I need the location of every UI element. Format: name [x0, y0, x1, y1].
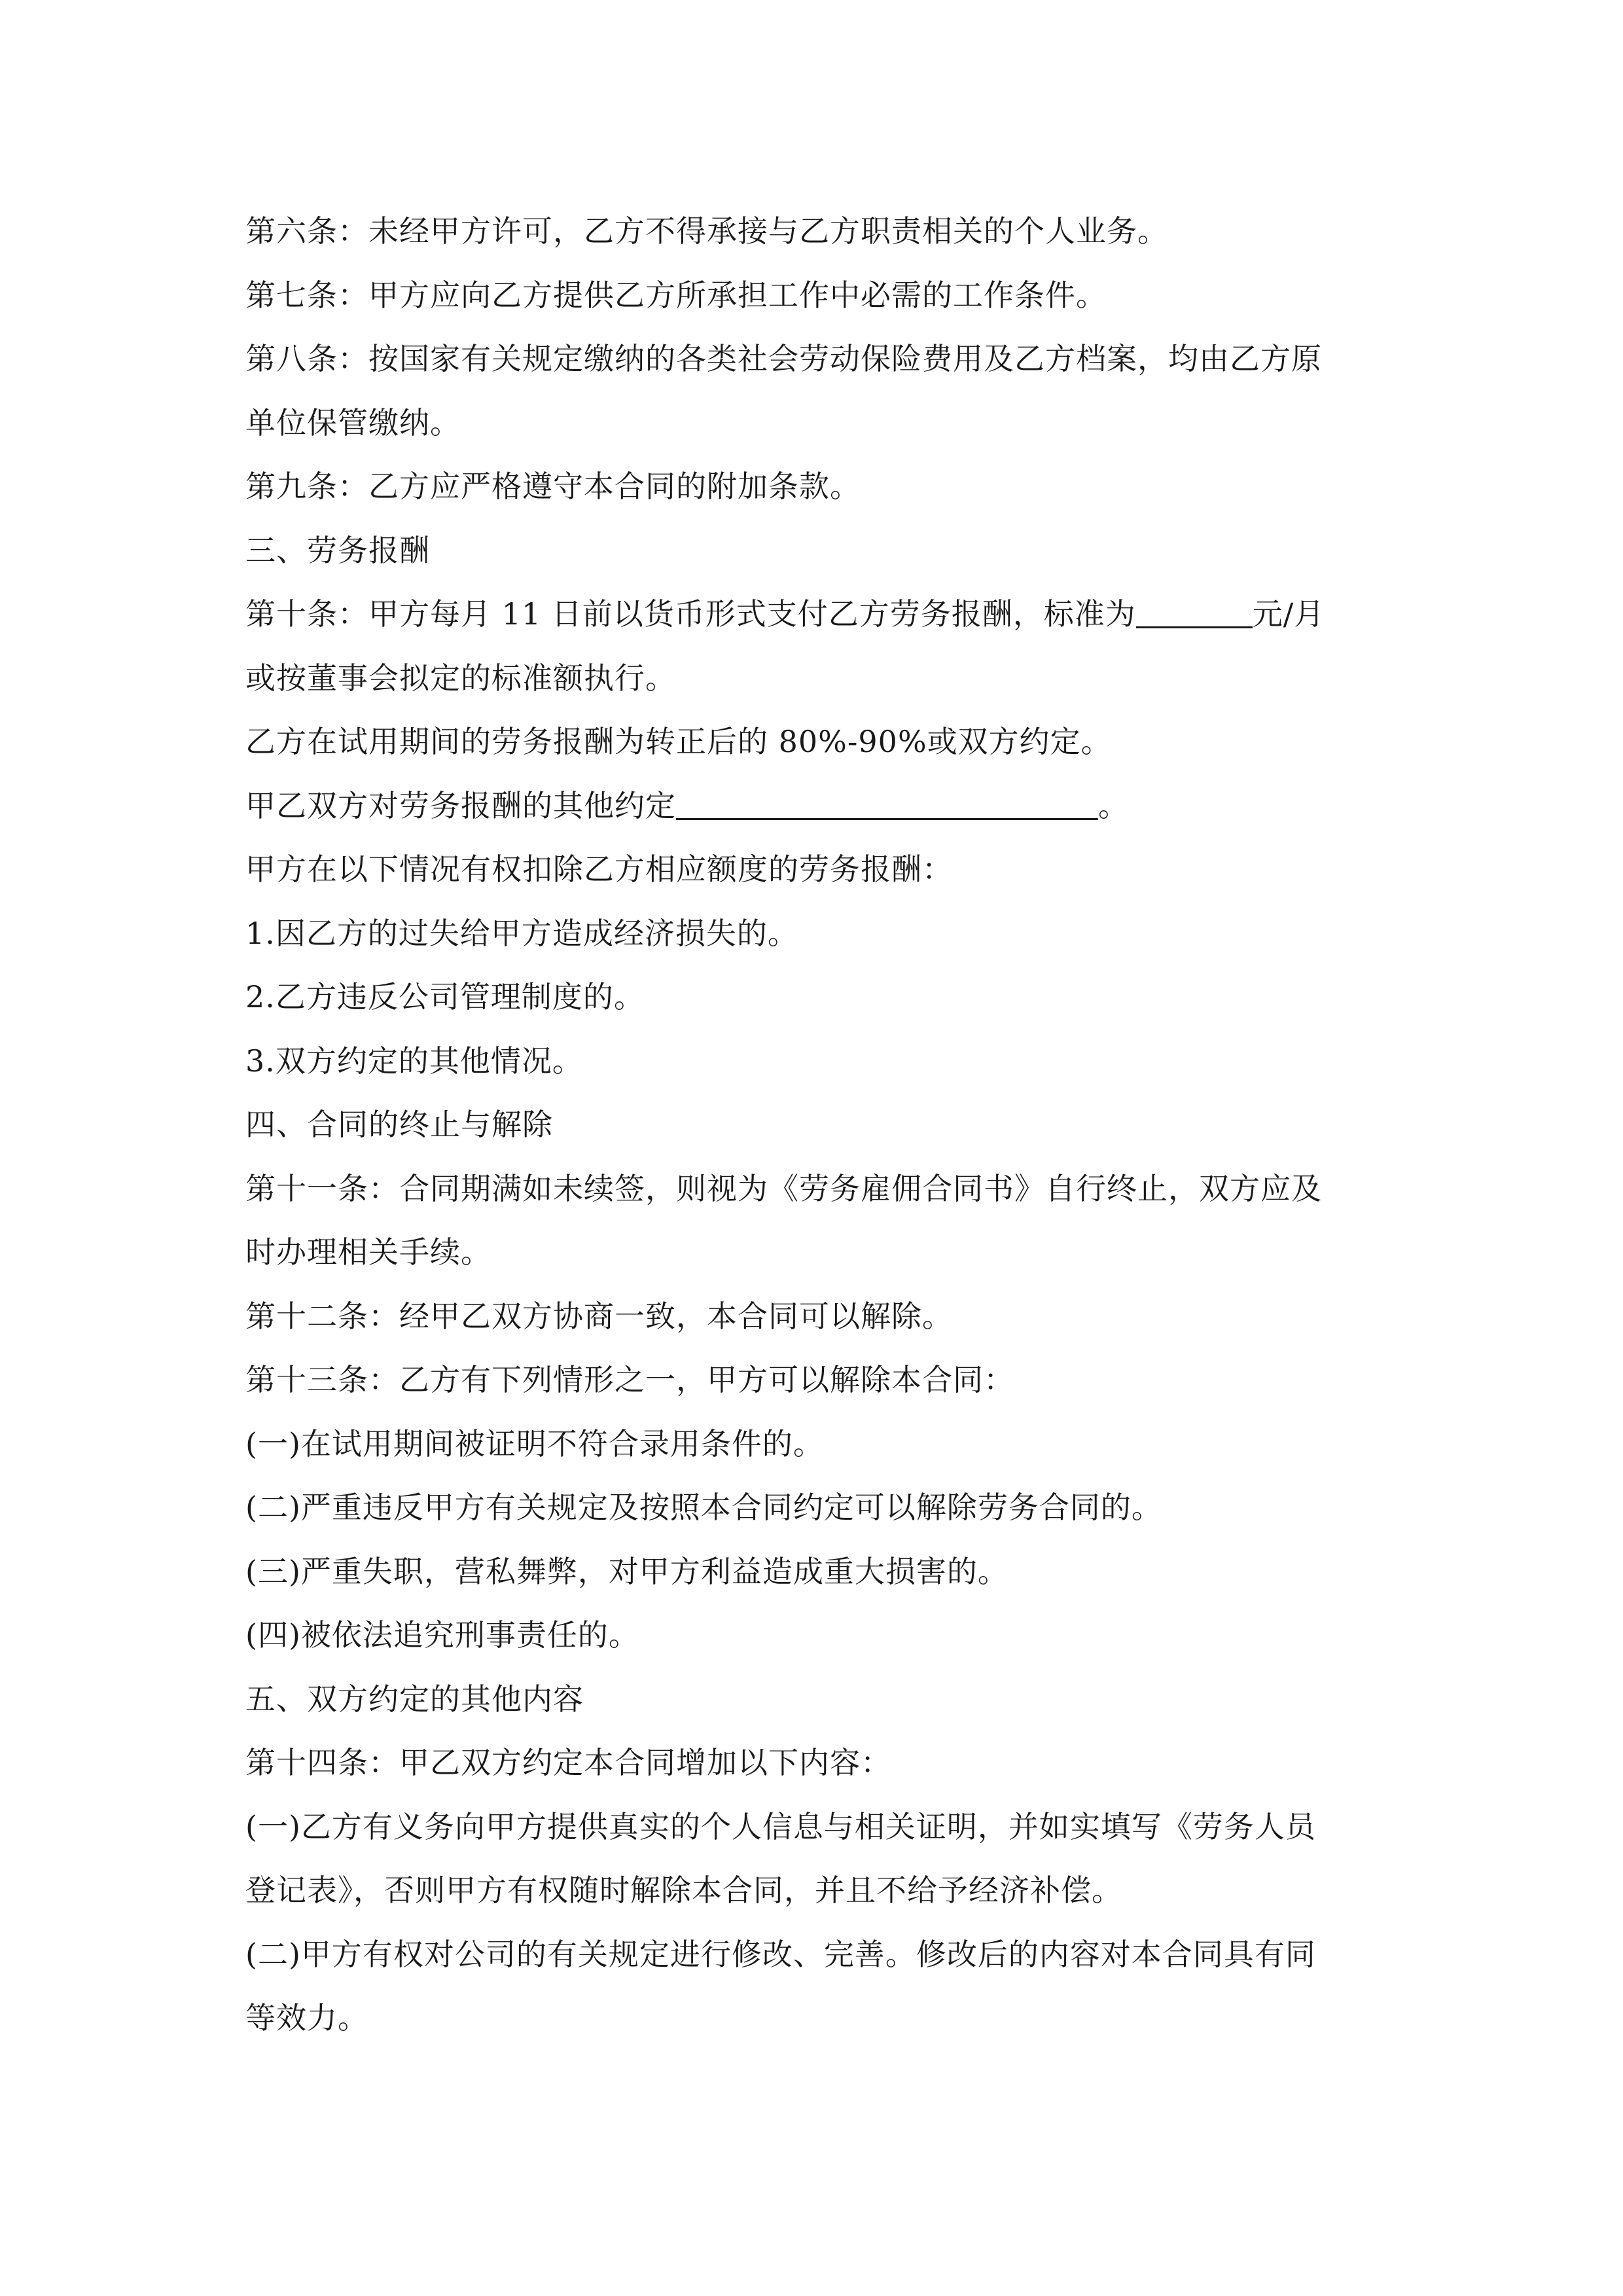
probation-remuneration: 乙方在试用期间的劳务报酬为转正后的 80%-90%或双方约定。 [245, 724, 1112, 759]
article-14-item-2-line-1: (二)甲方有权对公司的有关规定进行修改、完善。修改后的内容对本合同具有同 [245, 1936, 1316, 1972]
article-14-item-1-line-2: 登记表》，否则甲方有权随时解除本合同，并且不给予经济补偿。 [245, 1873, 1122, 1908]
section-heading-remuneration: 三、劳务报酬 [245, 532, 430, 568]
article-11-line-2: 时办理相关手续。 [245, 1234, 491, 1270]
document-page [245, 200, 1381, 2051]
article-9: 第九条：乙方应严格遵守本合同的附加条款。 [245, 469, 861, 504]
article-13-item-4: (四)被依法追究刑事责任的。 [245, 1617, 639, 1653]
article-14-item-2-line-2: 等效力。 [245, 2000, 368, 2036]
article-11-line-1: 第十一条：合同期满如未续签，则视为《劳务雇佣合同书》自行终止，双方应及 [245, 1170, 1322, 1206]
article-10-line-1: 第十条：甲方每月 11 日前以货币形式支付乙方劳务报酬，标准为 元/月 [245, 596, 1325, 632]
other-remuneration-agreement: 甲乙双方对劳务报酬的其他约定 。 [245, 787, 1129, 823]
section-heading-termination: 四、合同的终止与解除 [245, 1107, 553, 1142]
fill-in-blank-other-agreement [676, 789, 1098, 820]
article-13-item-2: (二)严重违反甲方有关规定及按照本合同约定可以解除劳务合同的。 [245, 1490, 1162, 1525]
deduction-item-1: 1.因乙方的过失给甲方造成经济损失的。 [245, 915, 798, 951]
article-10-line-2: 或按董事会拟定的标准额执行。 [245, 660, 676, 696]
article-6: 第六条：未经甲方许可，乙方不得承接与乙方职责相关的个人业务。 [245, 213, 1168, 249]
article-7: 第七条：甲方应向乙方提供乙方所承担工作中必需的工作条件。 [245, 277, 1107, 313]
article-8-line-2: 单位保管缴纳。 [245, 404, 461, 440]
deduction-item-2: 2.乙方违反公司管理制度的。 [245, 979, 645, 1014]
article-13: 第十三条：乙方有下列情形之一，甲方可以解除本合同： [245, 1362, 1014, 1397]
article-8-line-1: 第八条：按国家有关规定缴纳的各类社会劳动保险费用及乙方档案，均由乙方原 [245, 341, 1322, 376]
deduction-intro: 甲方在以下情况有权扣除乙方相应额度的劳务报酬： [245, 852, 953, 887]
article-14: 第十四条：甲乙双方约定本合同增加以下内容： [245, 1745, 891, 1780]
article-13-item-1: (一)在试用期间被证明不符合录用条件的。 [245, 1426, 824, 1462]
section-heading-other: 五、双方约定的其他内容 [245, 1681, 584, 1717]
article-12: 第十二条：经甲乙双方协商一致，本合同可以解除。 [245, 1298, 953, 1334]
article-13-item-3: (三)严重失职，营私舞弊，对甲方利益造成重大损害的。 [245, 1553, 1008, 1589]
article-14-item-1-line-1: (一)乙方有义务向甲方提供真实的个人信息与相关证明，并如实填写《劳务人员 [245, 1808, 1316, 1844]
deduction-item-3: 3.双方约定的其他情况。 [245, 1043, 583, 1079]
fill-in-blank-salary [1136, 598, 1253, 628]
